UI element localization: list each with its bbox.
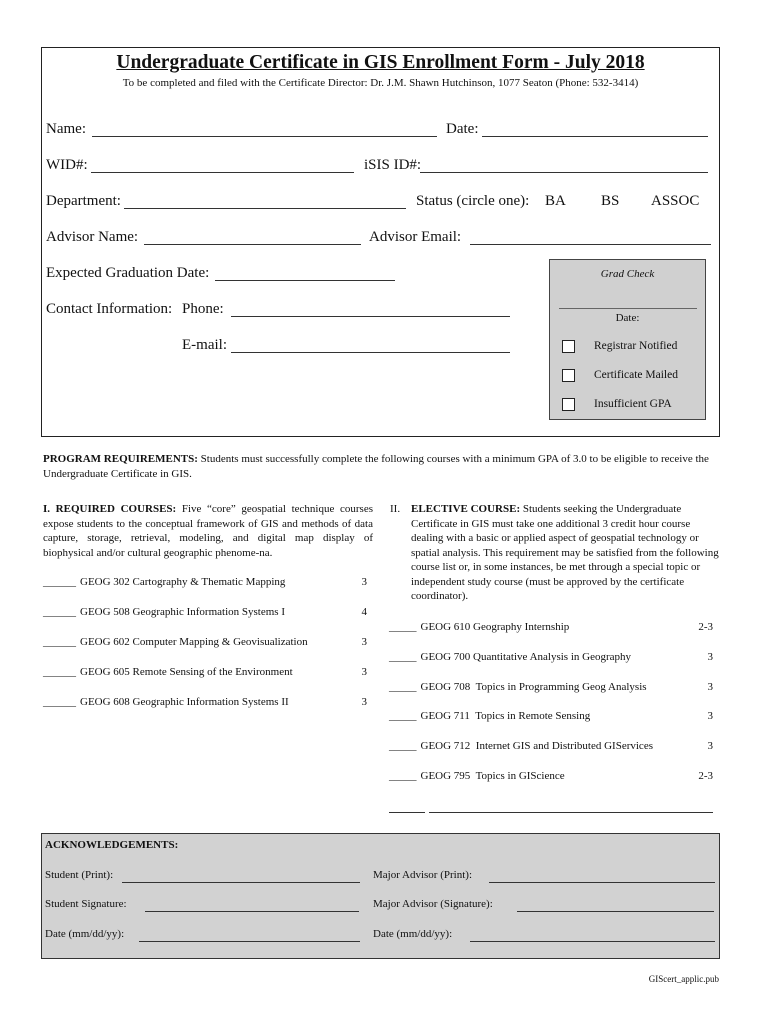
advisor-date-label: Date (mm/dd/yy): [373,928,453,940]
date-field[interactable] [482,136,708,137]
registrar-notified-item[interactable] [562,340,677,353]
certificate-mailed-checkbox[interactable] [562,369,575,382]
contact-label: Contact Information: [46,301,173,317]
elective-course-name: GEOG 708 Topics in Programming Geog Analysis [420,680,647,693]
required-course-row [43,606,373,618]
wid-label: WID#: [46,157,88,173]
isis-field[interactable] [420,172,708,173]
advisor-signature-field[interactable] [517,911,714,912]
elective-course-check-blank[interactable]: _____ [389,770,417,782]
advisor-email-label: Advisor Email: [369,229,462,245]
insufficient-gpa-item[interactable] [562,398,672,411]
department-field[interactable] [124,208,406,209]
email-field[interactable] [231,352,510,353]
email-label: E-mail: [182,337,227,353]
status-label: Status (circle one): [416,193,530,209]
program-requirements-text: Students must successfully complete the following courses with a minimum GPA of 3.0 to be eligible to receive the Undergraduate Certificate in GIS. [43,453,709,480]
student-print-label: Student (Print): [45,869,114,881]
insufficient-gpa-label: Insufficient GPA [594,398,672,411]
grad-check-panel [549,259,706,420]
required-course-credits: 3 [361,696,367,708]
certificate-mailed-item[interactable] [562,369,678,382]
grad-check-date-label: Date: [615,312,640,324]
student-date-label: Date (mm/dd/yy): [45,928,125,940]
footer-filename: GIScert_applic.pub [648,974,719,984]
elective-course-name: GEOG 700 Quantitative Analysis in Geography [420,650,631,663]
advisor-name-field[interactable] [144,244,361,245]
required-course-name: GEOG 602 Computer Mapping & Geovisualization [80,636,308,648]
phone-label: Phone: [182,301,224,317]
required-course-credits: 3 [361,666,367,678]
grad-check-title: Grad Check [600,268,655,280]
elective-course-row [389,681,713,693]
elective-course-name: GEOG 712 Internet GIS and Distributed GIServices [420,740,653,753]
required-course-check-blank[interactable]: ______ [43,606,76,618]
elective-course-check-blank[interactable]: _____ [389,650,417,663]
elective-course-credits: 3 [707,740,713,753]
required-course-credits: 3 [361,636,367,648]
required-course-credits: 4 [361,606,367,618]
status-option-assoc[interactable]: ASSOC [651,193,700,209]
form-title: Undergraduate Certificate in GIS Enrollment Form - July 2018 [116,52,645,73]
elective-course-row [389,621,713,633]
status-option-bs[interactable]: BS [601,193,620,209]
phone-field[interactable] [231,316,510,317]
required-course-check-blank[interactable]: ______ [43,696,76,708]
required-courses-heading: I. REQUIRED COURSES: [43,503,177,515]
registrar-notified-checkbox[interactable] [562,340,575,353]
elective-course-credits: 3 [707,650,713,663]
extra-elective-check-line[interactable] [389,812,425,813]
elective-course-check-blank[interactable]: _____ [389,710,417,723]
certificate-mailed-label: Certificate Mailed [594,369,678,382]
elective-course-heading: ELECTIVE COURSE: [411,503,521,515]
elective-course-check-blank[interactable]: _____ [389,680,417,693]
student-date-field[interactable] [139,941,360,942]
elective-course-credits: 3 [707,680,713,693]
required-course-check-blank[interactable]: ______ [43,576,76,588]
required-course-name: GEOG 508 Geographic Information Systems I [80,606,285,618]
department-label: Department: [46,193,121,209]
student-signature-label: Student Signature: [45,898,127,910]
required-course-row [43,666,373,678]
isis-label: iSIS ID#: [364,157,422,173]
required-course-check-blank[interactable]: ______ [43,666,76,678]
form-subtitle: To be completed and filed with the Certificate Director: Dr. J.M. Shawn Hutchinson, 1077 Seaton (Phone: 532-3414) [122,77,639,89]
grad-date-field[interactable] [215,280,395,281]
advisor-print-field[interactable] [489,882,715,883]
required-course-name: GEOG 608 Geographic Information Systems II [80,696,289,708]
program-requirements [43,452,713,481]
elective-course-text: Students seeking the Undergraduate Certificate in GIS must take one additional 3 credit hour course dealing with a basic or applied aspect of geospatial technology or spatial analysis. This requirement may be satisfied from the following course list or, in some instances, be met through a special topic or independent study course (must be approved by the certificate coordinator). [411,503,719,602]
elective-numeral: II. [390,503,401,515]
advisor-email-field[interactable] [470,244,711,245]
elective-course-credits: 2-3 [698,770,713,782]
required-courses-text: Five “core” geospatial technique courses expose students to the conceptual framework of GIS and methods of data capture, storage, retrieval, modeling, and digital map display of biophysical and/or cultural geographic phenome-na. [43,503,373,559]
elective-course-credits: 3 [707,710,713,723]
advisor-date-field[interactable] [470,941,715,942]
advisor-name-label: Advisor Name: [46,229,139,245]
advisor-print-label: Major Advisor (Print): [373,869,472,881]
elective-course-name: GEOG 795 Topics in GIScience [420,770,565,782]
required-course-credits: 3 [361,576,367,588]
elective-course-credits: 2-3 [698,621,713,633]
acknowledgements-heading: ACKNOWLEDGEMENTS: [45,839,179,851]
elective-course-intro [411,502,720,604]
elective-course-check-blank[interactable]: _____ [389,621,417,633]
registrar-notified-label: Registrar Notified [594,340,678,353]
required-course-name: GEOG 302 Cartography & Thematic Mapping [80,576,286,588]
extra-elective-course-line[interactable] [429,812,713,813]
advisor-signature-label: Major Advisor (Signature): [373,898,493,910]
wid-field[interactable] [91,172,354,173]
elective-course-check-blank[interactable]: _____ [389,740,417,753]
elective-course-name: GEOG 610 Geography Internship [420,621,570,633]
grad-date-label: Expected Graduation Date: [46,265,210,281]
required-course-name: GEOG 605 Remote Sensing of the Environment [80,666,293,678]
name-label: Name: [46,121,86,137]
student-signature-field[interactable] [145,911,359,912]
required-course-row [43,696,373,708]
date-label: Date: [446,121,479,137]
elective-course-row [389,770,713,782]
elective-course-row [389,651,713,663]
required-courses-intro [43,502,373,560]
status-option-ba[interactable]: BA [545,193,566,209]
student-print-field[interactable] [122,882,360,883]
acknowledgements-box [41,833,720,959]
grad-check-signature-line[interactable] [559,308,697,309]
elective-course-row [389,740,713,752]
elective-course-name: GEOG 711 Topics in Remote Sensing [420,710,591,723]
name-field[interactable] [92,136,437,137]
required-course-check-blank[interactable]: ______ [43,636,76,648]
required-course-row [43,636,373,648]
program-requirements-heading: PROGRAM REQUIREMENTS: [43,453,198,465]
required-course-row [43,576,373,588]
insufficient-gpa-checkbox[interactable] [562,398,575,411]
elective-course-row [389,710,713,722]
